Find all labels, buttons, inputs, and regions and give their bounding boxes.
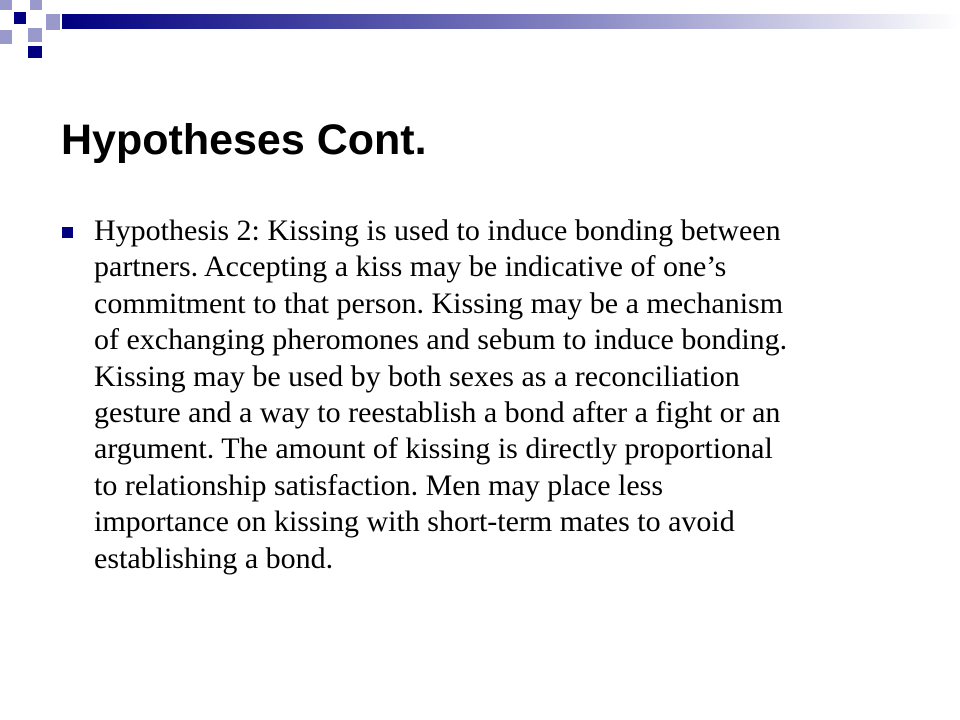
square-bullet-icon: [62, 227, 73, 238]
bullet-line: importance on kissing with short-term mates to avoid: [94, 505, 735, 539]
bullet-line: gesture and a way to reestablish a bond after a fight or an: [94, 396, 781, 430]
decor-square-navy: [14, 12, 26, 24]
decor-square-navy-bottom: [28, 46, 42, 58]
bullet-line: partners. Accepting a kiss may be indicative of one’s: [94, 250, 727, 284]
decor-square-periwinkle-right: [46, 14, 60, 30]
decor-square-periwinkle-top: [0, 0, 12, 10]
decor-square-periwinkle-mid: [28, 28, 42, 42]
decor-square-periwinkle-left: [0, 30, 12, 44]
slide-title: Hypotheses Cont.: [61, 116, 427, 164]
bullet-line: establishing a bond.: [94, 541, 334, 575]
header-decoration: [0, 0, 960, 60]
header-gradient-bar: [62, 14, 960, 29]
bullet-line: to relationship satisfaction. Men may place less: [94, 468, 664, 502]
bullet-line: Kissing may be used by both sexes as a reconciliation: [94, 359, 740, 393]
decor-square-periwinkle-top2: [30, 0, 42, 10]
bullet-list: [0, 213, 916, 577]
bullet-line: Hypothesis 2: Kissing is used to induce bonding between: [94, 214, 781, 247]
bullet-line: of exchanging pheromones and sebum to induce bonding.: [94, 323, 788, 357]
bullet-line: argument. The amount of kissing is directly proportional: [94, 432, 773, 466]
bullet-item: [0, 213, 916, 577]
bullet-line: commitment to that person. Kissing may be a mechanism: [94, 286, 784, 320]
